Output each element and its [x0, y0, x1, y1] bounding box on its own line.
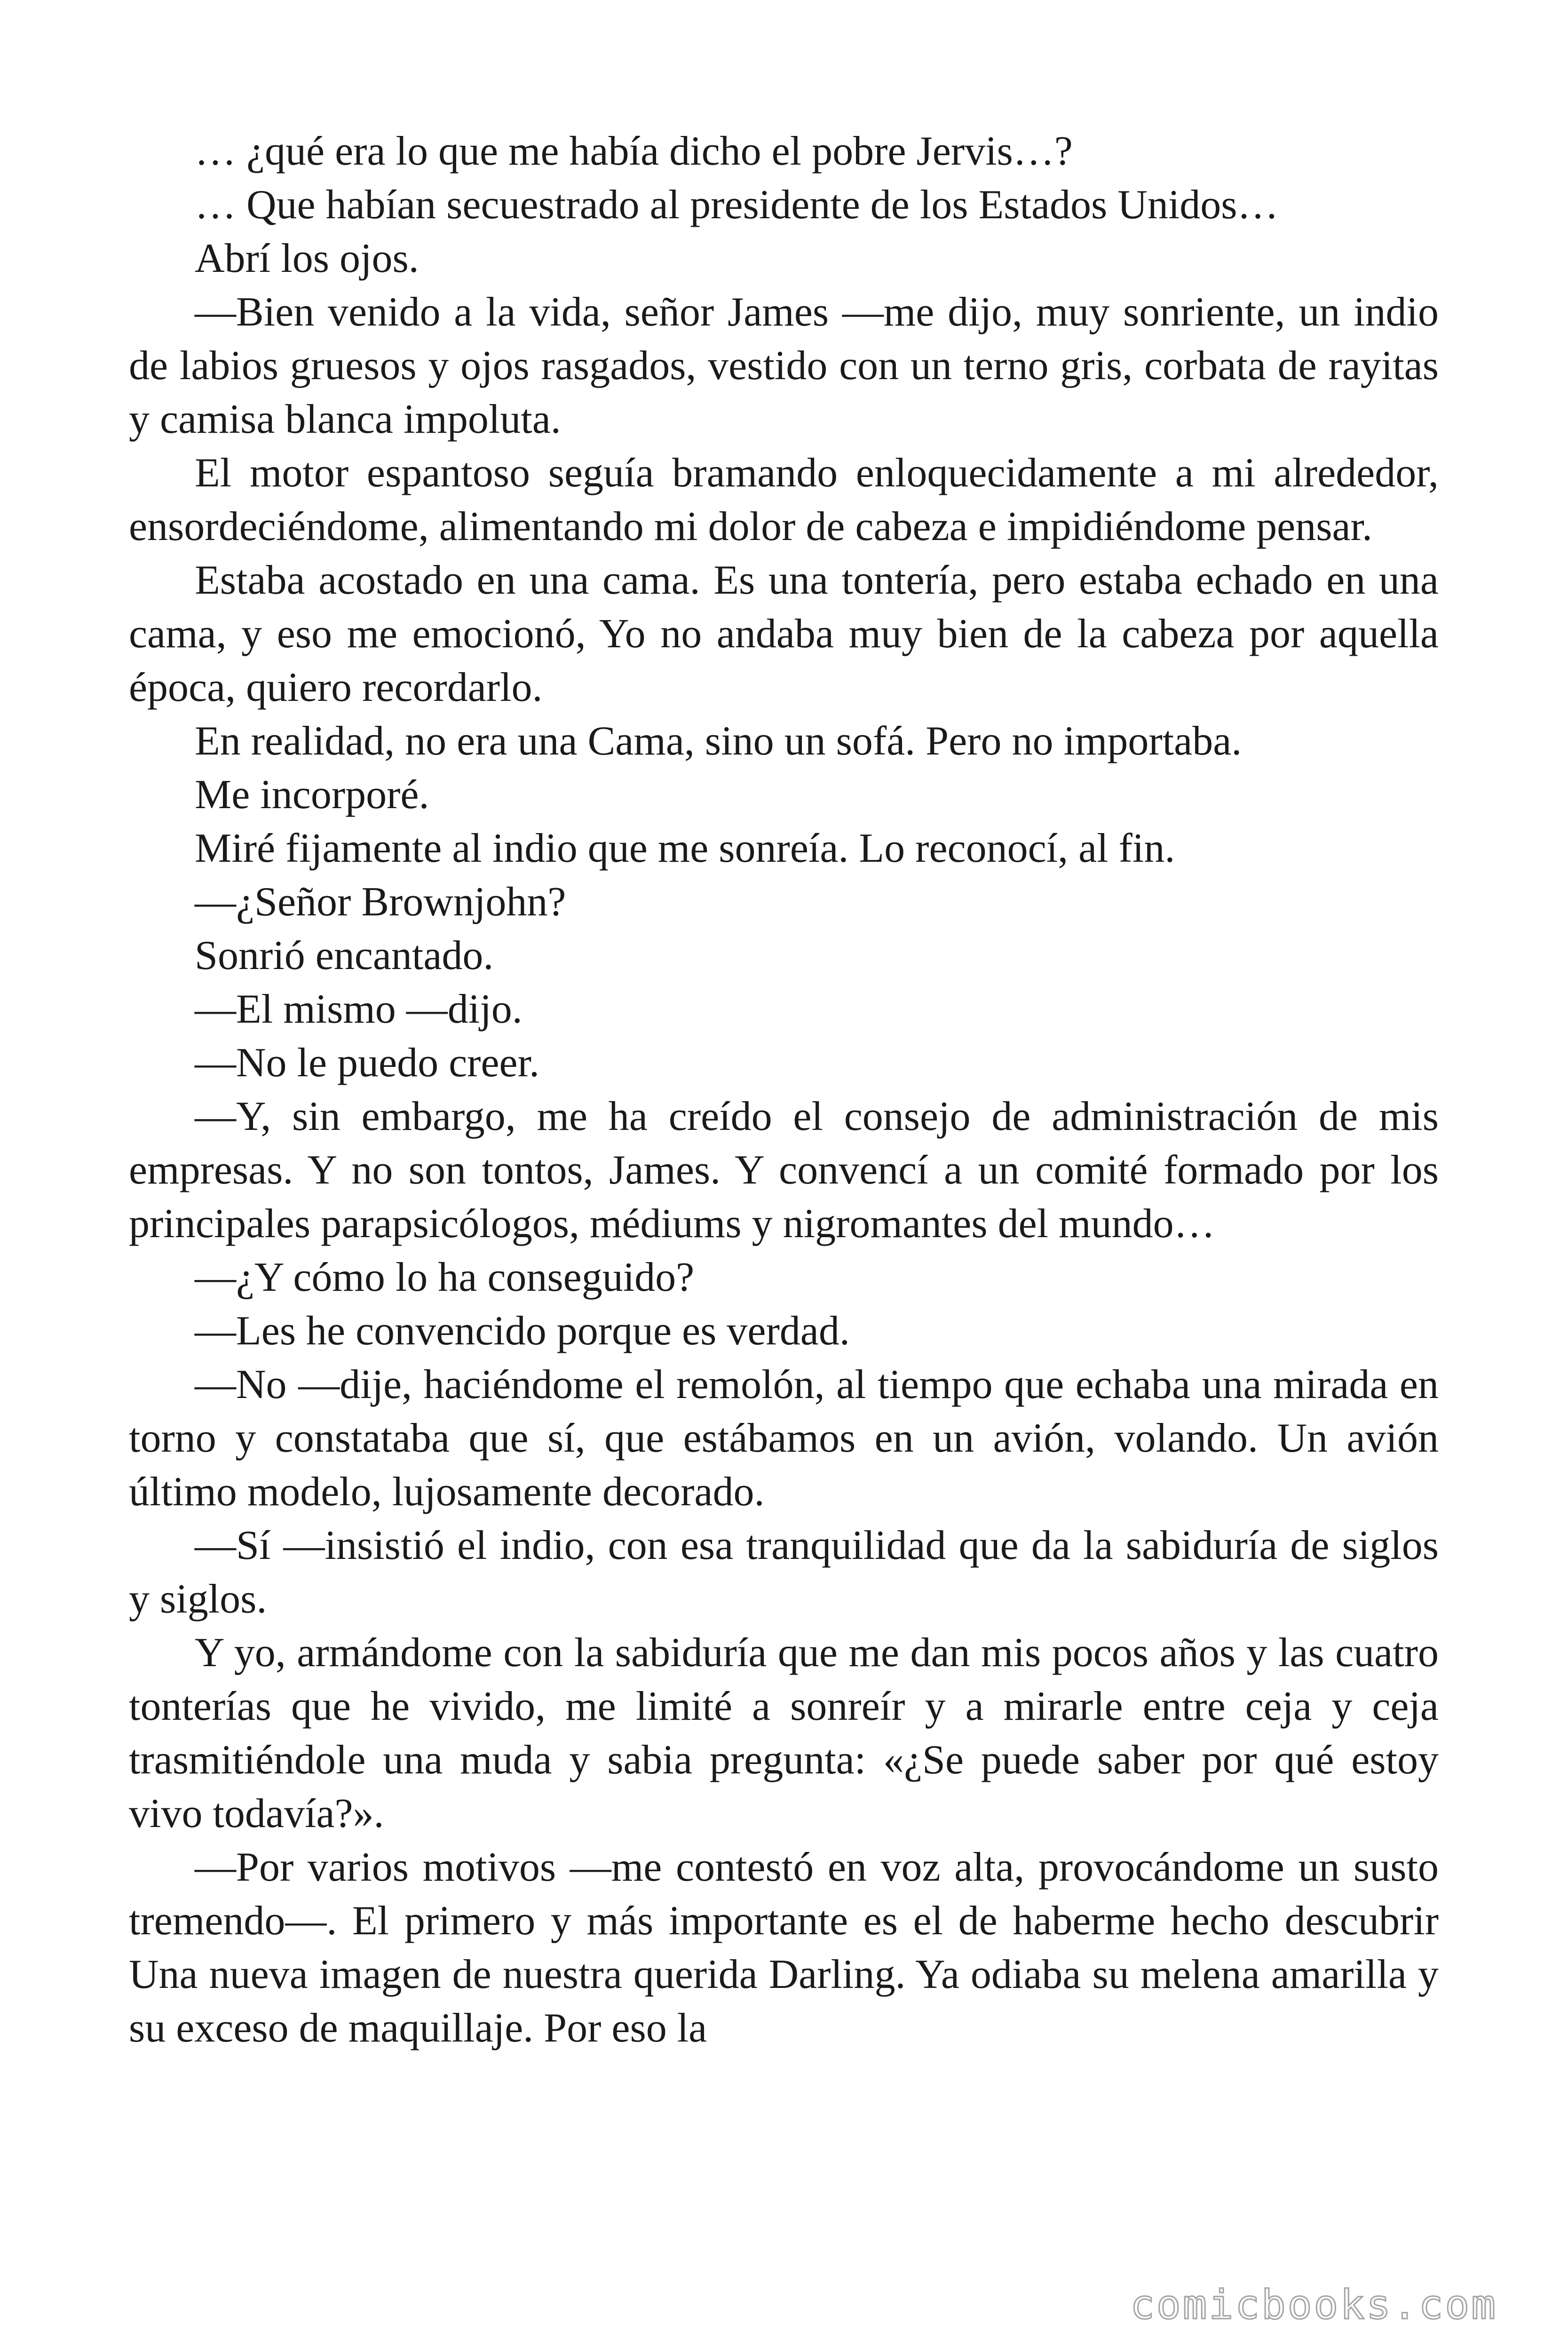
paragraph: Estaba acostado en una cama. Es una tontería, pero estaba echado en una cama, y eso me emocionó, Yo no andaba muy bien de la cabeza por aquella época, quiero recordarlo.	[129, 557, 1439, 710]
paragraph: —¿Señor Brownjohn?	[195, 879, 566, 925]
paragraph: —El mismo —dijo.	[195, 986, 523, 1032]
paragraph: —Bien venido a la vida, señor James —me dijo, muy sonriente, un indio de labios gruesos y ojos rasgados, vestido con un terno gris, corbata de rayitas y camisa blanca impoluta.	[129, 289, 1439, 442]
paragraph: … Que habían secuestrado al presidente de los Estados Unidos…	[195, 182, 1279, 228]
paragraph: —¿Y cómo lo ha conseguido?	[195, 1255, 695, 1300]
paragraph: Sonrió encantado.	[195, 933, 494, 978]
paragraph: —No le puedo creer.	[195, 1040, 540, 1086]
paragraph: Miré fijamente al indio que me sonreía. Lo reconocí, al fin.	[195, 826, 1175, 871]
paragraph: —Y, sin embargo, me ha creído el consejo de administración de mis empresas. Y no son tontos, James. Y convencí a un comité formado por los principales parapsicólogos, médiums y nigromantes del mundo…	[129, 1094, 1439, 1247]
paragraph: … ¿qué era lo que me había dicho el pobre Jervis…?	[195, 128, 1073, 174]
paragraph: Me incorporé.	[195, 772, 429, 818]
paragraph: Abrí los ojos.	[195, 236, 419, 281]
paragraph: El motor espantoso seguía bramando enloquecidamente a mi alrededor, ensordeciéndome, alimentando mi dolor de cabeza e impidiéndome pensar.	[129, 450, 1439, 549]
paragraph: Y yo, armándome con la sabiduría que me dan mis pocos años y las cuatro tonterías que he vivido, me limité a sonreír y a mirarle entre ceja y ceja trasmitiéndole una muda y sabia pregunta: «¿Se puede saber por qué estoy vivo todavía?».	[129, 1630, 1439, 1836]
paragraph: En realidad, no era una Cama, sino un sofá. Pero no importaba.	[195, 718, 1242, 764]
watermark: comicbooks.com	[1130, 2281, 1497, 2328]
page-text	[129, 125, 1439, 2055]
paragraph: —Les he convencido porque es verdad.	[195, 1308, 850, 1354]
paragraph: —Por varios motivos —me contestó en voz alta, provocándome un susto tremendo—. El primero y más importante es el de haberme hecho descubrir Una nueva imagen de nuestra querida Darling. Ya odiaba su melena amarilla y su exceso de maquillaje. Por eso la	[129, 1844, 1439, 2051]
paragraph: —Sí —insistió el indio, con esa tranquilidad que da la sabiduría de siglos y siglos.	[129, 1523, 1439, 1622]
paragraph: —No —dije, haciéndome el remolón, al tiempo que echaba una mirada en torno y constataba que sí, que estábamos en un avión, volando. Un avión último modelo, lujosamente decorado.	[129, 1362, 1439, 1515]
